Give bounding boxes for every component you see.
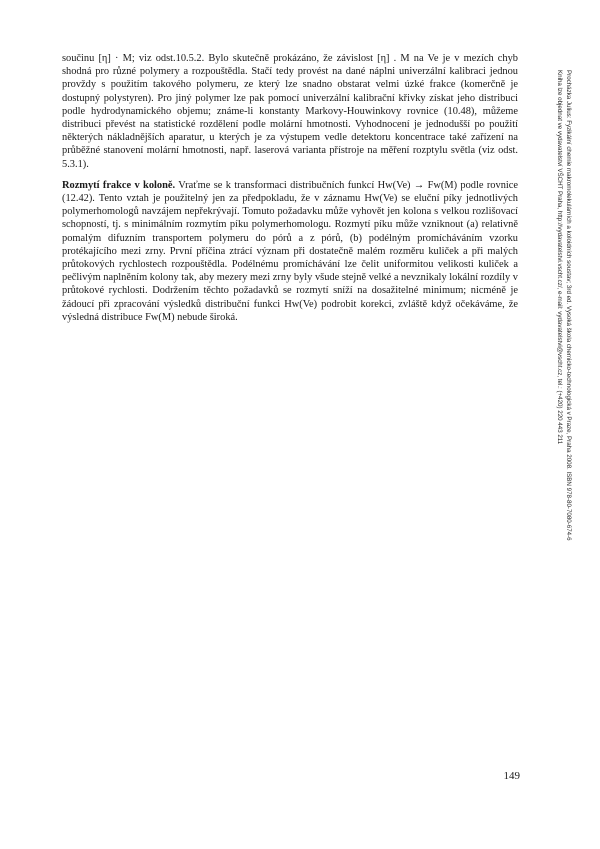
paragraph-fraction-broadening — [62, 179, 518, 324]
paragraph-lead: Rozmytí frakce v koloně. — [62, 179, 176, 191]
paragraph-universal-calibration — [62, 52, 518, 171]
citation-line: Procházka Julius: Fyzikální chemie makromolekulárních a koloidních soustav; 3rd ed. Vysoká škola chemicko-technologická v Praze, Praha 2008. ISBN 978-80-7080-674-6 — [565, 70, 572, 541]
side-citation — [555, 70, 573, 541]
ordering-info-line: Kniha lze objednat ve vydavatelství VŠCHT Praha, http://vydavatelstvi.vscht.cz/, e-mail: vydavatelstvi@vscht.cz, tel.: (+420) 220 443 211 — [556, 70, 563, 445]
paragraph-text: součinu [η] · M; viz odst.10.5.2. Bylo skutečně prokázáno, že závislost [η] . M na Ve je v mezích chyb shodná pro různé polymery a rozpouštědla. Stačí tedy provést na dané náplni univerzální kalibraci jednou provždy s použitím takového polymeru, ze který lze snadno obstarat velmi úzké frakce (komerčně je dostupný polystyren). Pro jiný polymer lze pak pomocí univerzální kalibrační křivky získat jeho distribuci podle hydrodynamického objemu; známe-li konstanty Markovy-Houwinkovy rovnice (10.48), můžeme distribuci převést na statistické rozdělení podle molární hmotnosti. Vyhodnocení je jednodušší po použití některých nákladnějších aparatur, u kterých je za výstupem vedle detektoru koncentrace také zařízení na průběžné stanovení molární hmotnosti, např. laserová varianta přístroje na měření rozptylu světla (viz odst. 5.3.1). — [62, 53, 518, 170]
paragraph-text: Vraťme se k transformaci distribučních funkcí Hw(Ve) → Fw(M) podle rovnice (12.42). Tento vztah je použitelný jen za předpokladu, že v záznamu Hw(Ve) se eluční píky jednotlivých polymerhomologů navzájem nepřekrývají. Tomuto požadavku může vyhovět jen kolona s velkou rozlišovací schopností, tj. s minimálním rozmytím píku polymerhomologu. Rozmytí píku může vzniknout (a) relativně pomalým difuzním transportem polymeru do pórů a z pórů, (b) podélným promícháváním vzorku protékajícího mezi zrny. První příčina ztrácí význam při dostatečně malém rozměru kuliček a při malých průtokových rychlostech rozpouštědla. Podélnému promíchávání lze čelit uniformitou velikosti kuliček a pečlivým naplněním kolony tak, aby mezery mezi zrny byly všude stejně velké a nevznikaly lokální rozdíly v průtokové rychlosti. Dodržením těchto požadavků se rozmytí sníží na dosažitelné minimum; nicméně je žádoucí při zpracování výsledků distribuční funkci Hw(Ve) podrobit korekci, zvláště když očekáváme, že výsledná distribuce Fw(M) nebude široká. — [62, 179, 519, 323]
body-text — [62, 52, 518, 332]
page-number: 149 — [503, 770, 520, 782]
